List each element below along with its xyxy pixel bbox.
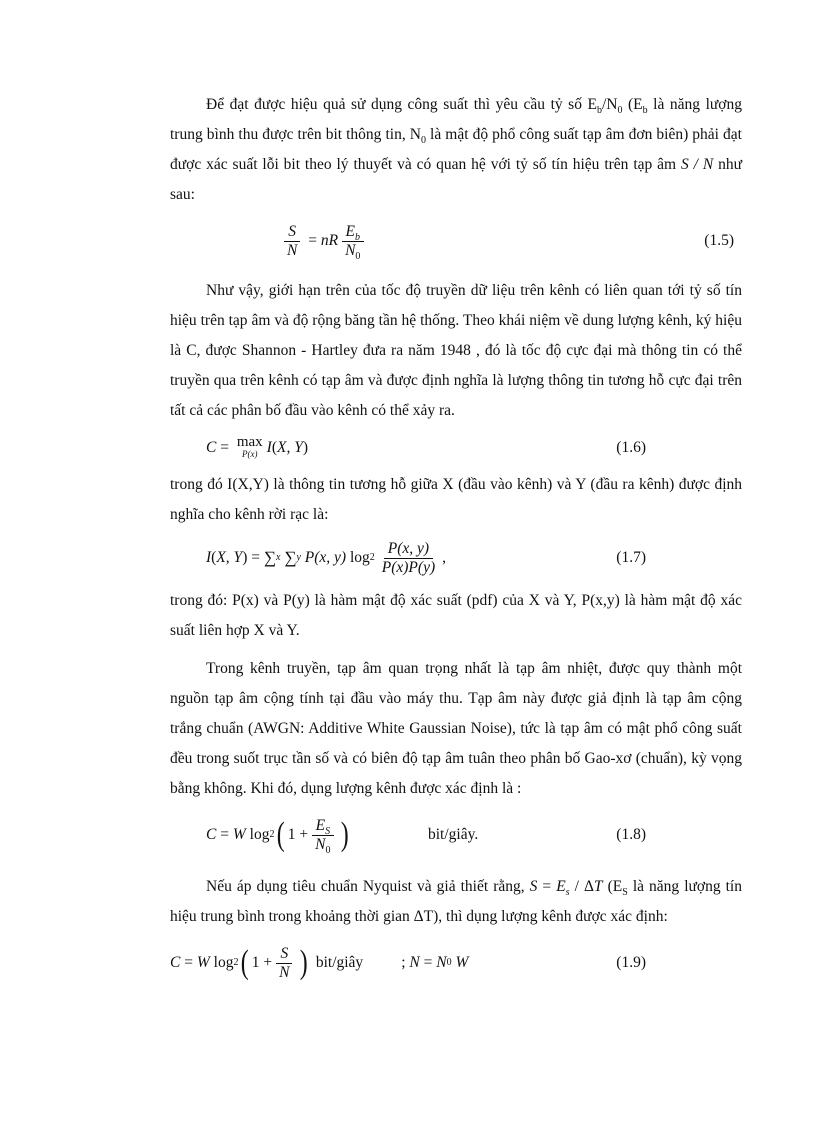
equation-number: (1.7) (616, 549, 646, 566)
paragraph-4: trong đó: P(x) và P(y) là hàm mật độ xác suất (pdf) của X và Y, P(x,y) là hàm mật độ xác suất liên hợp X và Y. (170, 592, 742, 639)
equation-number: (1.8) (616, 826, 646, 843)
paragraph-2: Như vậy, giới hạn trên của tốc độ truyền dữ liệu trên kênh có liên quan tới tỷ số tín hiệu trên tạp âm và độ rộng băng tần hệ thống. Theo khái niệm về dung lượng kênh, ký hiệu là C, được Shannon - Hartley đưa ra năm 1948 , đó là tốc độ cực đại mà thông tin có thể truyền qua trên kênh có tạp âm và được định nghĩa là lượng thông tin tương hỗ cực đại trên tất cả các phân bố đầu vào kênh có thể xảy ra. (170, 282, 742, 419)
document-page (170, 90, 742, 994)
paragraph-5: Trong kênh truyền, tạp âm quan trọng nhất là tạp âm nhiệt, được quy thành một nguồn tạp âm cộng tính tại đầu vào máy thu. Tạp âm này được giả định là tạp âm cộng trắng chuẩn (AWGN: Additive White Gaussian Noise), tức là tạp âm có mật phổ công suất đều trong suốt trục tần số và có biên độ tạp âm tuân theo phân bố Gao-xơ (chuẩn), kỳ vọng bằng không. Khi đó, dụng lượng kênh được xác định là : (170, 660, 742, 797)
equation-1-5: $\frac{S}{N}$ = nR $\frac{E_b}{N_0}$ (1.5) (170, 210, 742, 272)
equation-number: (1.9) (616, 954, 646, 971)
paragraph-1: Để đạt được hiệu quả sử dụng công suất thì yêu cầu tỷ số $E_b/N_0$ ($E_b$ là năng lượng trung bình thu được trên bit thông tin, $N_0$ là mật độ phổ công suất tạp âm đơn biên) phải đạt được xác suất lỗi bit theo lý thuyết và có quan hệ với tỷ số tín hiệu trên tạp âm S / N như sau: (170, 96, 743, 203)
equation-number: (1.6) (616, 439, 646, 456)
paragraph-6: Nếu áp dụng tiêu chuẩn Nyquist và giả thiết rằng, $S = E_s / \Delta T$ ($E_S$ là năng lượng tín hiệu trung bình trong khoảng thời gian ΔT), thì dụng lượng kênh được xác định: (170, 878, 742, 925)
paragraph-3: trong đó I(X,Y) là thông tin tương hỗ giữa X (đầu vào kênh) và Y (đầu ra kênh) được định nghĩa cho kênh rời rạc là: (170, 476, 742, 523)
equation-1-8: C = W log 2 ( 1 + $\frac{E_S}{N_0}$ ) bit/giây. (1.8) (206, 816, 646, 856)
unit-label: bit/giây. (428, 826, 479, 843)
equation-1-6: C = max P(x) I ( X, Y ) (1.6) (170, 426, 742, 470)
equation-1-7: I ( X, Y ) = ∑ x ∑ y P(x, y) log 2 $\frac{P(x, y)}{P(x)P(y)}$ , (1.7) (206, 539, 646, 576)
equation-number: (1.5) (704, 232, 734, 249)
equation-1-9: C = W log 2 ( 1 + $\frac{S}{N}$ ) bit/giây ; N = N 0 W (1.9) (170, 944, 646, 981)
